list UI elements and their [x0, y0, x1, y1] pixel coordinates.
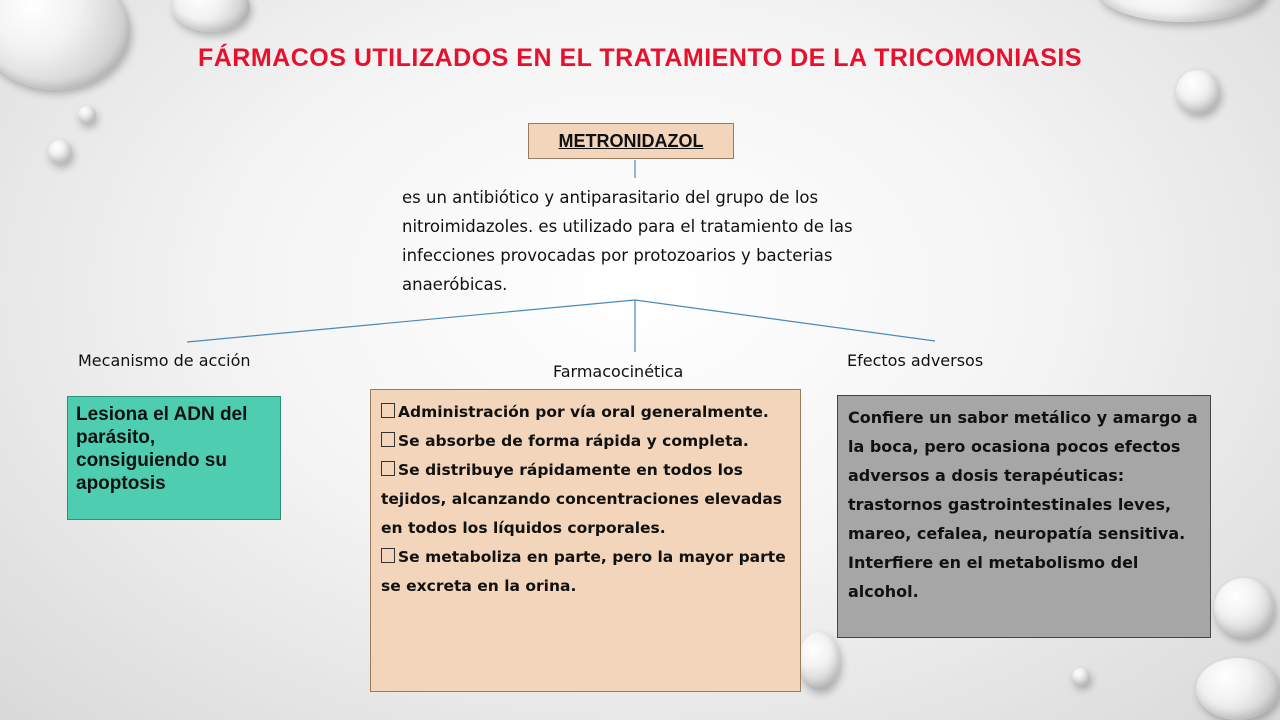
square-bullet-icon [381, 461, 395, 476]
pk-item-text: Se metaboliza en parte, pero la mayor parte se excreta en la orina. [381, 548, 786, 595]
pk-list-item [381, 398, 790, 427]
pk-list-item [381, 427, 790, 456]
drug-name-box: METRONIDAZOL [528, 123, 734, 159]
adverse-effects-text: Confiere un sabor metálico y amargo a la boca, pero ocasiona pocos efectos adversos a dosis terapéuticas: trastornos gastrointestinales leves, mareo, cefalea, neuropatía sensitiva. Interfiere en el metabolismo del alcohol. [848, 408, 1198, 601]
pharmacokinetics-box [370, 389, 801, 692]
mechanism-text: Lesiona el ADN del parásito, consiguiendo su apoptosis [76, 404, 248, 494]
mechanism-box [67, 396, 281, 520]
page-title: FÁRMACOS UTILIZADOS EN EL TRATAMIENTO DE LA TRICOMONIASIS [197, 44, 1083, 72]
square-bullet-icon [381, 432, 395, 447]
square-bullet-icon [381, 548, 395, 563]
mechanism-label: Mecanismo de acción [78, 351, 251, 370]
pk-list-item [381, 456, 790, 543]
connector-to-adverse [635, 300, 935, 341]
square-bullet-icon [381, 403, 395, 418]
connector-to-mechanism [187, 300, 635, 342]
drug-description: es un antibiótico y antiparasitario del grupo de los nitroimidazoles. es utilizado para el tratamiento de las infecciones provocadas por protozoarios y bacterias anaeróbicas. [402, 188, 853, 294]
pk-item-text: Se distribuye rápidamente en todos los tejidos, alcanzando concentraciones elevadas en todos los líquidos corporales. [381, 461, 783, 537]
pk-list-item [381, 543, 790, 601]
adverse-effects-box [837, 395, 1211, 638]
pk-item-text: Administración por vía oral generalmente. [398, 403, 769, 421]
pharmacokinetics-label: Farmacocinética [553, 362, 684, 381]
pk-item-text: Se absorbe de forma rápida y completa. [398, 432, 749, 450]
adverse-effects-label: Efectos adversos [847, 351, 984, 370]
